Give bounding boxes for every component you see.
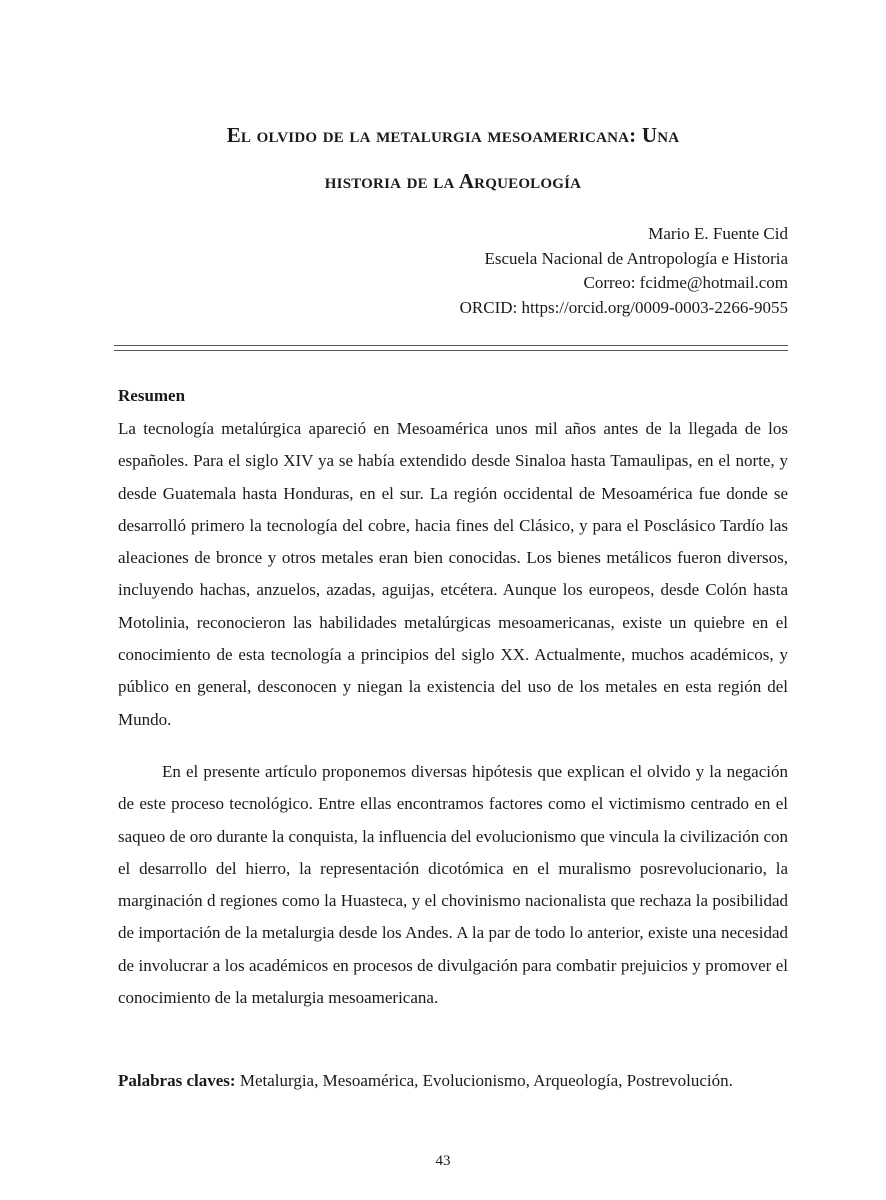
author-affiliation: Escuela Nacional de Antropología e Historia xyxy=(484,248,788,268)
author-email: Correo: fcidme@hotmail.com xyxy=(583,273,788,292)
article-title xyxy=(118,112,788,204)
abstract-paragraph-1: La tecnología metalúrgica apareció en Mesoamérica unos mil años antes de la llegada de los españoles. Para el siglo XIV ya se había extendido desde Sinaloa hasta Tamaulipas, en el norte, y desde Guatemala hasta Honduras, en el sur. La región occidental de Mesoamérica fue donde se desarrolló primero la tecnología del cobre, hacia fines del Clásico, y para el Posclásico Tardío las aleaciones de bronce y otros metales eran bien conocidas. Los bienes metálicos fueron diversos, incluyendo hachas, anzuelos, azadas, aguijas, etcétera. Aunque los europeos, desde Colón hasta Motolinia, reconocieron las habilidades metalúrgicas mesoamericanas, existe un quiebre en el conocimiento de esta tecnología a principios del siglo XX. Actualmente, muchos académicos, y público en general, desconocen y niegan la existencia del uso de los metales en esta región del Mundo. xyxy=(118,419,788,729)
divider-bottom xyxy=(114,350,788,351)
keywords-label: Palabras claves: xyxy=(118,1071,236,1090)
keywords xyxy=(118,1065,790,1097)
divider-top xyxy=(114,345,788,346)
title-line-2: historia de la Arqueología xyxy=(324,169,582,193)
author-name: Mario E. Fuente Cid xyxy=(648,224,788,243)
author-orcid: ORCID: https://orcid.org/0009-0003-2266-9055 xyxy=(459,297,788,317)
abstract-heading: Resumen xyxy=(118,386,186,405)
page-number: 43 xyxy=(435,1153,451,1169)
abstract-paragraph-2: En el presente artículo proponemos diversas hipótesis que explican el olvido y la negación de este proceso tecnológico. Entre ellas encontramos factores como el victimismo centrado en el saqueo de oro durante la conquista, la influencia del evolucionismo que vincula la civilización con el desarrollo del hierro, la representación dicotómica en el muralismo posrevolucionario, la marginación d regiones como la Huasteca, y el chovinismo nacionalista que rechaza la posibilidad de importación de la metalurgia desde los Andes. A la par de todo lo anterior, existe una necesidad de involucrar a los académicos en procesos de divulgación para combatir prejuicios y promover el conocimiento de la metalurgia mesoamericana. xyxy=(118,762,788,1008)
keywords-list: Metalurgia, Mesoamérica, Evolucionismo, Arqueología, Postrevolución. xyxy=(235,1071,733,1090)
author-block xyxy=(460,222,788,320)
title-line-1: El olvido de la metalurgia mesoamericana: Una xyxy=(226,123,680,147)
